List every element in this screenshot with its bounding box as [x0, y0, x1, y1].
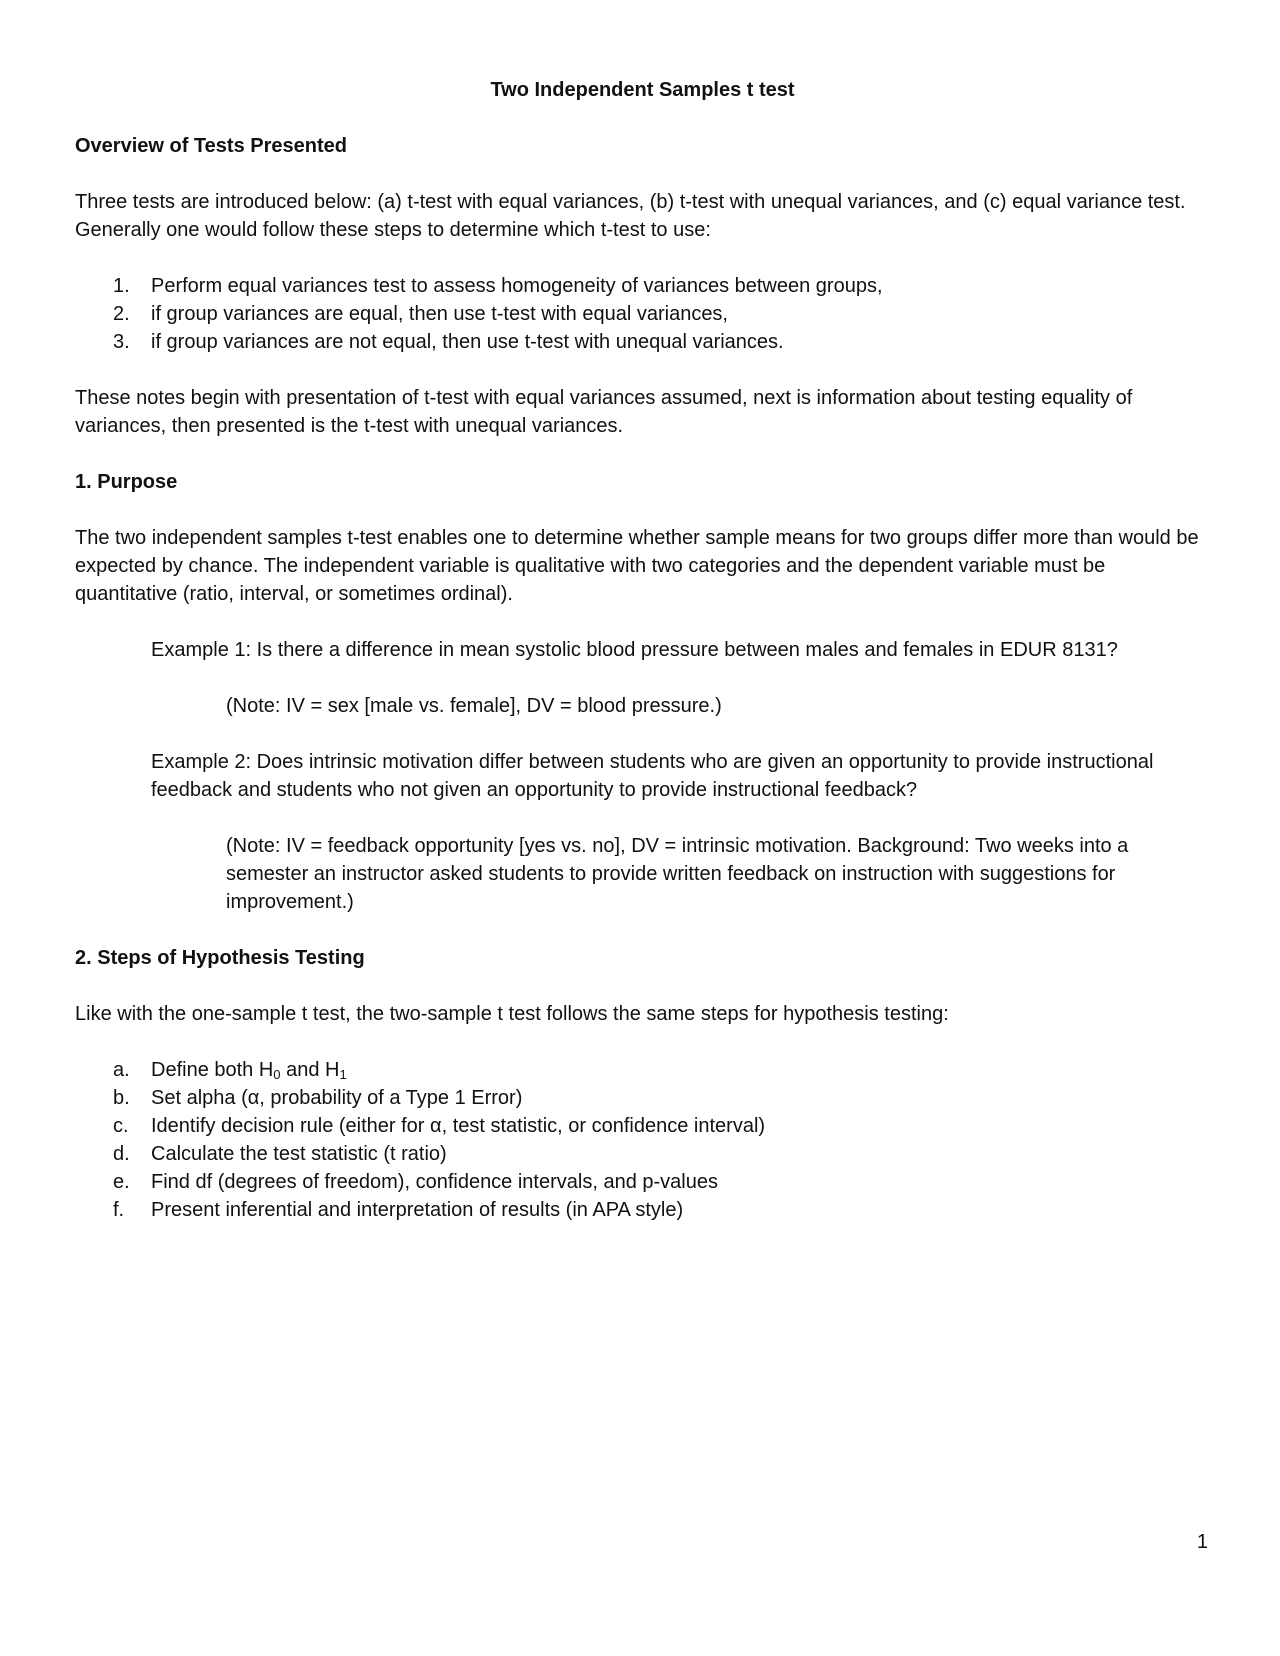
hypothesis-intro: Like with the one-sample t test, the two-sample t test follows the same steps for hypothesis testing: [75, 1003, 949, 1025]
list-item-text: Set alpha (α, probability of a Type 1 Error) [151, 1087, 523, 1109]
list-item-text: if group variances are not equal, then use t-test with unequal variances. [151, 331, 784, 353]
example-2-note: (Note: IV = feedback opportunity [yes vs. no], DV = intrinsic motivation. Background: Two weeks into a semester an instructor asked students to provide written feedback on instruction with suggestions for improvement.) [226, 835, 1129, 913]
list-item [75, 1084, 1210, 1112]
list-item-text [151, 1059, 347, 1081]
list-marker: c. [113, 1115, 129, 1137]
list-marker: d. [113, 1143, 130, 1165]
list-marker: 2. [113, 303, 130, 325]
list-item [75, 1140, 1210, 1168]
document-page [75, 76, 1210, 1252]
list-item-text: Perform equal variances test to assess homogeneity of variances between groups, [151, 275, 883, 297]
purpose-text: The two independent samples t-test enables one to determine whether sample means for two groups differ more than would be expected by chance. The independent variable is qualitative with two categories and the dependent variable must be quantitative (ratio, interval, or sometimes ordinal). [75, 527, 1199, 605]
list-marker: a. [113, 1059, 130, 1081]
hypothesis-steps-list [75, 1056, 1210, 1224]
list-marker: 3. [113, 331, 130, 353]
overview-notes: These notes begin with presentation of t-test with equal variances assumed, next is information about testing equality of variances, then presented is the t-test with unequal variances. [75, 387, 1133, 437]
list-item-text: Present inferential and interpretation of results (in APA style) [151, 1199, 684, 1221]
list-marker: 1. [113, 275, 130, 297]
overview-steps-list [75, 272, 1210, 356]
subscript-0: 0 [273, 1067, 281, 1082]
list-item [75, 1056, 1210, 1084]
list-marker: b. [113, 1087, 130, 1109]
subscript-1: 1 [339, 1067, 347, 1082]
overview-intro: Three tests are introduced below: (a) t-test with equal variances, (b) t-test with unequal variances, and (c) equal variance test. Generally one would follow these steps to determine which t-test to use: [75, 191, 1186, 241]
example-2: Example 2: Does intrinsic motivation differ between students who are given an opportunity to provide instructional feedback and students who not given an opportunity to provide instructional feedback? [151, 751, 1154, 801]
hypothesis-heading: 2. Steps of Hypothesis Testing [75, 947, 365, 969]
document-title: Two Independent Samples t test [490, 79, 795, 101]
list-item-text: Identify decision rule (either for α, test statistic, or confidence interval) [151, 1115, 766, 1137]
overview-heading: Overview of Tests Presented [75, 135, 347, 157]
list-marker: f. [113, 1199, 125, 1221]
list-item-text: if group variances are equal, then use t-test with equal variances, [151, 303, 728, 325]
list-item [75, 328, 1210, 356]
list-item-text: Calculate the test statistic (t ratio) [151, 1143, 447, 1165]
list-item [75, 1112, 1210, 1140]
example-1-note: (Note: IV = sex [male vs. female], DV = blood pressure.) [226, 695, 722, 717]
step-a-mid: and H [280, 1059, 340, 1081]
list-marker: e. [113, 1171, 130, 1193]
list-item [75, 1196, 1210, 1224]
example-1: Example 1: Is there a difference in mean systolic blood pressure between males and females in EDUR 8131? [151, 639, 1118, 661]
step-a-prefix: Define both H [151, 1059, 274, 1081]
list-item [75, 272, 1210, 300]
list-item-text: Find df (degrees of freedom), confidence intervals, and p-values [151, 1171, 718, 1193]
list-item [75, 1168, 1210, 1196]
page-number: 1 [1196, 1531, 1208, 1553]
purpose-heading: 1. Purpose [75, 471, 178, 493]
list-item [75, 300, 1210, 328]
